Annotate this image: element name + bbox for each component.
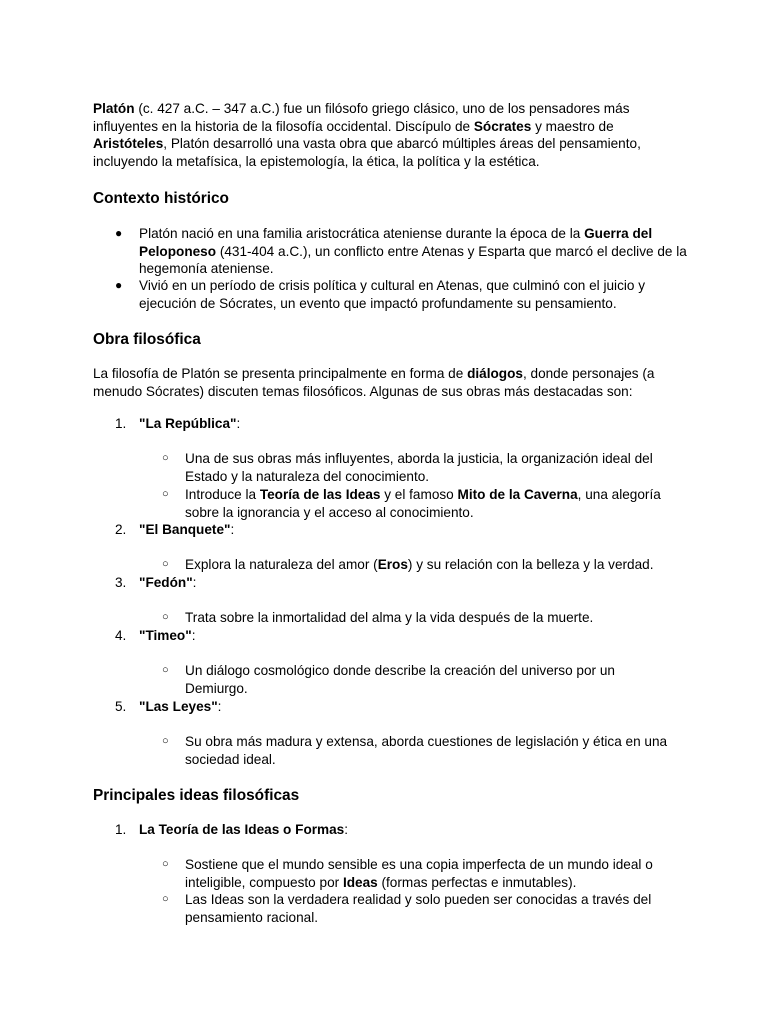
bullet-icon: ● — [115, 226, 123, 240]
work-2-sub-1-t1: Explora la naturaleza del amor ( — [185, 557, 378, 572]
work-title: "Timeo" — [139, 628, 192, 643]
hollow-bullet-icon: ○ — [162, 611, 169, 623]
work-title-line — [139, 698, 221, 716]
work-title: "Fedón" — [139, 575, 193, 590]
work-number: 2. — [115, 522, 127, 537]
work-number: 4. — [115, 628, 127, 643]
heading-ideas: Principales ideas filosóficas — [93, 787, 300, 804]
intro-text-1: (c. 427 a.C. – 347 a.C.) fue un filósofo griego clásico, uno de los pensadores más influyentes en la historia de la filosofía occidental. Discípulo de — [93, 101, 630, 134]
work-colon: : — [230, 522, 235, 537]
work-number: 1. — [115, 416, 127, 431]
hollow-bullet-icon: ○ — [162, 735, 169, 747]
work-title: "La República" — [139, 416, 237, 431]
hollow-bullet-icon: ○ — [162, 558, 169, 570]
hollow-bullet-icon: ○ — [162, 664, 169, 676]
work-2-sub-1-t2: ) y su relación con la belleza y la verdad. — [407, 557, 654, 572]
work-5-sub-1-text: Su obra más madura y extensa, aborda cuestiones de legislación y ética en una sociedad ideal. — [185, 734, 668, 767]
idea-1-sub-1-t1: Sostiene que el mundo sensible es una copia imperfecta de un mundo ideal o inteligible, compuesto por — [185, 857, 653, 890]
idea-1-sub-2-text: Las Ideas son la verdadera realidad y solo pueden ser conocidas a través del pensamiento racional. — [185, 892, 652, 925]
intro-paragraph — [93, 100, 678, 170]
work-1-sub-2-b1: Teoría de las Ideas — [259, 487, 381, 502]
heading-obra: Obra filosófica — [93, 331, 201, 348]
idea-number: 1. — [115, 822, 127, 837]
intro-text-3: , Platón desarrolló una vasta obra que abarcó múltiples áreas del pensamiento, incluyendo la metafísica, la epistemología, la ética, la política y la estética. — [93, 136, 641, 169]
work-1-sub-2-b2: Mito de la Caverna — [457, 487, 578, 502]
work-2-sub-1-bold: Eros — [377, 557, 408, 572]
work-2-sub-1-text — [185, 556, 680, 574]
intro-text-2: y maestro de — [531, 118, 614, 134]
work-title: "Las Leyes" — [139, 699, 218, 714]
work-title-line — [139, 521, 234, 539]
obra-para-t1: La filosofía de Platón se presenta principalmente en forma de — [93, 366, 468, 381]
work-colon: : — [217, 699, 222, 714]
hollow-bullet-icon: ○ — [162, 488, 169, 500]
work-4-sub-1-text: Un diálogo cosmológico donde describe la creación del universo por un Demiurgo. — [185, 663, 615, 696]
obra-para-bold: diálogos — [467, 366, 523, 381]
idea-title: La Teoría de las Ideas o Formas — [139, 822, 345, 837]
work-number: 5. — [115, 699, 127, 714]
work-1-sub-1-text: Una de sus obras más influyentes, aborda la justicia, la organización ideal del Estado y la naturaleza del conocimiento. — [185, 451, 653, 484]
obra-paragraph — [93, 365, 683, 400]
contexto-item-2-text: Vivió en un período de crisis política y cultural en Atenas, que culminó con el juicio y ejecución de Sócrates, un evento que impactó profundamente su pensamiento. — [139, 278, 646, 311]
contexto-item-1-text — [139, 225, 687, 278]
idea-1-sub-1-bold: Ideas — [342, 874, 378, 890]
idea-1-sub-1-t2: (formas perfectas e inmutables). — [377, 874, 577, 890]
work-colon: : — [191, 628, 196, 643]
idea-1-sub-1-text — [185, 856, 680, 891]
work-title-line — [139, 574, 196, 592]
work-colon: : — [192, 575, 197, 590]
contexto-item-1-t1: Platón nació en una familia aristocrática ateniense durante la época de la — [139, 226, 585, 241]
heading-contexto: Contexto histórico — [93, 190, 229, 207]
intro-name: Platón — [93, 101, 135, 116]
contexto-item-1-t2: (431-404 a.C.), un conflicto entre Atenas y Esparta que marcó el declive de la hegemonía ateniense. — [139, 243, 687, 277]
work-1-sub-2-text — [185, 486, 680, 521]
work-title-line — [139, 627, 195, 645]
work-1-sub-2-t1: Introduce la — [185, 487, 260, 502]
idea-colon: : — [344, 822, 349, 837]
contexto-item-1-bold: Guerra del Peloponeso — [139, 226, 653, 259]
work-1-sub-2-t2: y el famoso — [380, 487, 458, 502]
hollow-bullet-icon: ○ — [162, 452, 169, 464]
idea-title-line — [139, 821, 348, 839]
work-colon: : — [236, 416, 241, 431]
obra-para-t2: , donde personajes (a menudo Sócrates) discuten temas filosóficos. Algunas de sus obras más destacadas son: — [93, 366, 655, 399]
intro-aristoteles: Aristóteles — [93, 136, 164, 152]
hollow-bullet-icon: ○ — [162, 858, 169, 870]
work-3-sub-1-text: Trata sobre la inmortalidad del alma y la vida después de la muerte. — [185, 610, 594, 625]
bullet-icon: ● — [115, 278, 123, 292]
work-number: 3. — [115, 575, 127, 590]
work-title-line — [139, 415, 240, 433]
hollow-bullet-icon: ○ — [162, 893, 169, 905]
intro-socrates: Sócrates — [473, 118, 532, 134]
work-title: "El Banquete" — [139, 522, 231, 537]
work-1-sub-2-t3: , una alegoría sobre la ignorancia y el acceso al conocimiento. — [185, 487, 661, 520]
